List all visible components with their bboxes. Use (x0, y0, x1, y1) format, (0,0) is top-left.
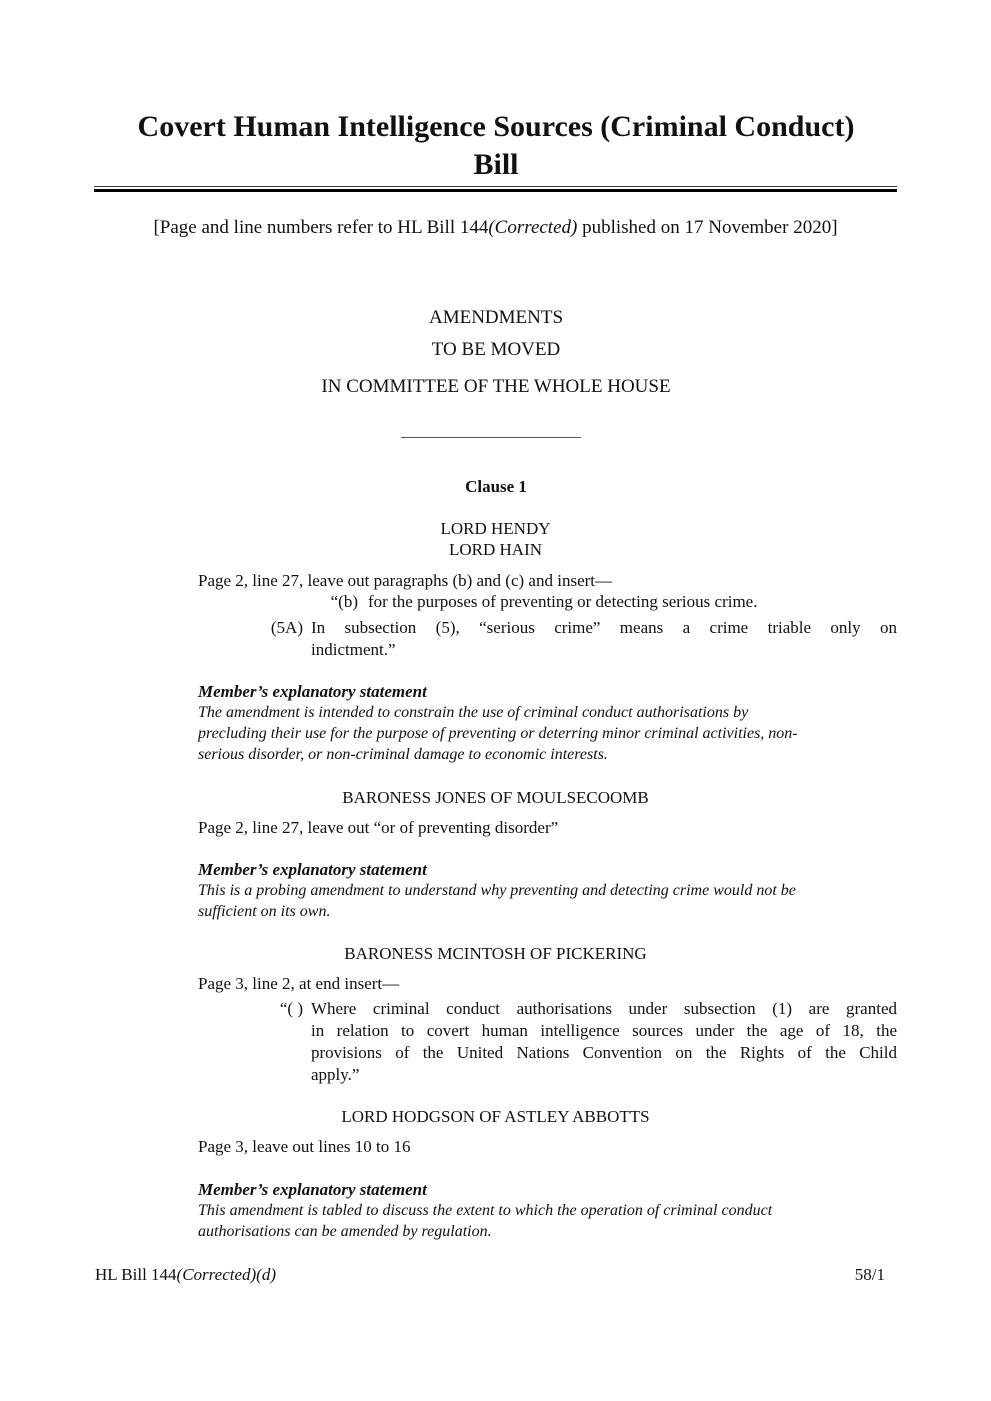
insert-text: provisions of the United Nations Convention on the Rights of the Child (311, 1043, 897, 1062)
clause-heading: Clause 1 (465, 477, 527, 496)
insert-text: for the purposes of preventing or detecting serious crime. (368, 592, 758, 611)
reference-note-italic: (Corrected) (488, 217, 578, 238)
insert-label: “( ) (279, 999, 303, 1018)
title-line-1: Covert Human Intelligence Sources (Criminal Conduct) (137, 110, 855, 143)
section-divider (401, 437, 581, 438)
explanatory-heading: Member’s explanatory statement (198, 682, 427, 701)
explanatory-text: The amendment is intended to constrain the use of criminal conduct authorisations by (198, 704, 749, 721)
insert-text: indictment.” (311, 640, 396, 659)
amendment-instruction: Page 3, line 2, at end insert— (198, 974, 400, 993)
insert-label: (5A) (270, 618, 303, 637)
insert-label: “(b) (330, 592, 358, 611)
member-name: BARONESS JONES OF MOULSECOOMB (342, 788, 649, 807)
footer-page-number: 58/1 (854, 1265, 885, 1284)
footer-corrected: (Corrected) (176, 1265, 257, 1284)
title-rule-thick (94, 189, 897, 192)
amendment-instruction: Page 2, line 27, leave out “or of preventing disorder” (198, 818, 559, 837)
explanatory-text: precluding their use for the purpose of preventing or deterring minor criminal activities, non- (198, 725, 798, 742)
reference-note-suffix: published on 17 November 2020] (577, 217, 838, 238)
title-rule-thin (94, 186, 897, 187)
member-name: LORD HENDY (440, 519, 551, 538)
insert-text: Where criminal conduct authorisations under subsection (1) are granted (311, 999, 897, 1018)
explanatory-text: This is a probing amendment to understand why preventing and detecting crime would not be (198, 882, 796, 899)
title-line-2: Bill (473, 148, 519, 181)
insert-text: in relation to covert human intelligence sources under the age of 18, the (311, 1021, 897, 1040)
footer-bill-reference (95, 1264, 276, 1286)
explanatory-text: authorisations can be amended by regulation. (198, 1223, 492, 1240)
document-title (95, 108, 897, 184)
amendment-instruction: Page 3, leave out lines 10 to 16 (198, 1137, 411, 1156)
footer-print-letter: (d) (256, 1265, 276, 1284)
reference-note (60, 216, 931, 240)
member-name: LORD HAIN (448, 540, 543, 559)
explanatory-text: This amendment is tabled to discuss the extent to which the operation of criminal conduct (198, 1202, 773, 1219)
explanatory-heading: Member’s explanatory statement (198, 1180, 427, 1199)
explanatory-heading: Member’s explanatory statement (198, 860, 427, 879)
reference-note-prefix: [Page and line numbers refer to HL Bill 144 (153, 217, 489, 238)
footer-bill-prefix: HL Bill 144 (95, 1265, 177, 1284)
heading-to-be-moved: TO BE MOVED (431, 339, 561, 360)
explanatory-text: sufficient on its own. (198, 903, 331, 920)
insert-text: In subsection (5), “serious crime” means a crime triable only on (311, 618, 897, 637)
heading-committee: IN COMMITTEE OF THE WHOLE HOUSE (321, 376, 671, 397)
member-name: LORD HODGSON OF ASTLEY ABBOTTS (341, 1107, 650, 1126)
amendment-instruction: Page 2, line 27, leave out paragraphs (b) and (c) and insert— (198, 571, 612, 590)
insert-text: apply.” (311, 1065, 360, 1084)
heading-amendments: AMENDMENTS (428, 307, 564, 328)
member-name: BARONESS MCINTOSH OF PICKERING (344, 944, 647, 963)
explanatory-text: serious disorder, or non-criminal damage to economic interests. (198, 746, 608, 763)
